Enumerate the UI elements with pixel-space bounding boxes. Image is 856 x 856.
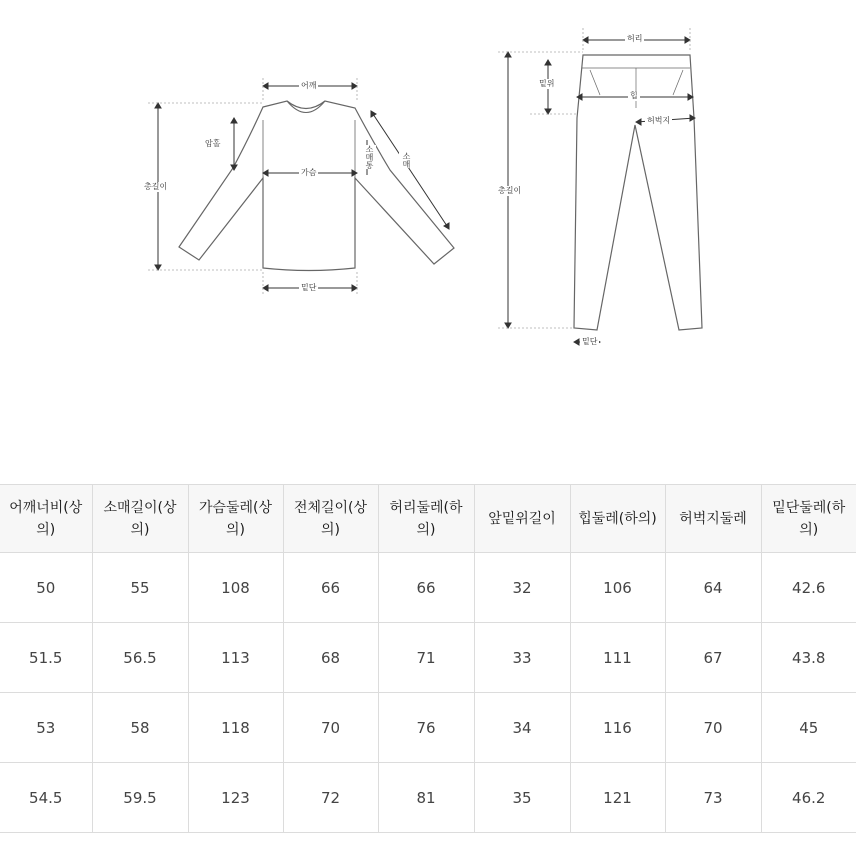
header-total-length: 전체길이(상 의) xyxy=(283,485,378,553)
table-cell: 56.5 xyxy=(92,623,188,693)
header-sleeve: 소매길이(상 의) xyxy=(92,485,188,553)
table-cell: 33 xyxy=(474,623,570,693)
table-cell: 58 xyxy=(92,693,188,763)
shirt-guide-lines xyxy=(148,78,357,294)
pants-guide-lines xyxy=(498,28,690,328)
table-row xyxy=(0,623,856,693)
shirt-hem-label: 밑단 xyxy=(301,283,317,292)
table-cell: 81 xyxy=(378,763,474,833)
table-cell: 54.5 xyxy=(0,763,92,833)
table-cell: 116 xyxy=(570,693,665,763)
header-thigh: 허벅지둘레 xyxy=(665,485,761,553)
shirt-armhole-label: 암홀 xyxy=(205,139,221,148)
size-table-header xyxy=(0,485,856,553)
garment-illustrations xyxy=(0,0,856,360)
shirt-total-length-label: 총길이 xyxy=(144,182,168,191)
header-hip: 힙둘레(하의) xyxy=(570,485,665,553)
table-cell: 32 xyxy=(474,553,570,623)
pants-hip-label: 힙 xyxy=(630,91,638,100)
table-cell: 42.6 xyxy=(761,553,856,623)
shirt-shoulder-label: 어깨 xyxy=(301,81,317,90)
shirt-sleeve-hem-label: 소매통 xyxy=(362,145,376,169)
table-cell: 53 xyxy=(0,693,92,763)
header-chest: 가슴둘레(상 의) xyxy=(188,485,283,553)
header-hem: 밑단둘레(하 의) xyxy=(761,485,856,553)
pants-waist-label: 허리 xyxy=(627,34,643,43)
table-cell: 59.5 xyxy=(92,763,188,833)
table-cell: 66 xyxy=(378,553,474,623)
table-row xyxy=(0,553,856,623)
size-table-body xyxy=(0,553,856,833)
table-cell: 43.8 xyxy=(761,623,856,693)
table-cell: 70 xyxy=(283,693,378,763)
header-row xyxy=(0,485,856,553)
table-cell: 67 xyxy=(665,623,761,693)
shirt-sleeve-label: 소매 xyxy=(399,152,413,168)
table-cell: 123 xyxy=(188,763,283,833)
table-cell: 111 xyxy=(570,623,665,693)
size-diagram xyxy=(0,0,856,360)
table-cell: 55 xyxy=(92,553,188,623)
table-cell: 118 xyxy=(188,693,283,763)
table-row xyxy=(0,693,856,763)
table-cell: 64 xyxy=(665,553,761,623)
table-cell: 35 xyxy=(474,763,570,833)
table-cell: 121 xyxy=(570,763,665,833)
pants-hem-label: 밑단 xyxy=(582,337,598,346)
table-row xyxy=(0,763,856,833)
table-cell: 45 xyxy=(761,693,856,763)
header-waist: 허리둘레(하 의) xyxy=(378,485,474,553)
table-cell: 51.5 xyxy=(0,623,92,693)
table-cell: 113 xyxy=(188,623,283,693)
shirt-chest-label: 가슴 xyxy=(301,168,317,177)
table-cell: 46.2 xyxy=(761,763,856,833)
header-shoulder: 어깨너비(상 의) xyxy=(0,485,92,553)
table-cell: 106 xyxy=(570,553,665,623)
pants-total-length-label: 총길이 xyxy=(498,186,522,195)
pants-rise-label: 밑위 xyxy=(539,79,555,88)
table-cell: 108 xyxy=(188,553,283,623)
shirt-illustration xyxy=(179,101,454,271)
pants-dimension-lines xyxy=(505,37,695,345)
pants-thigh-label: 허벅지 xyxy=(647,116,671,125)
table-cell: 76 xyxy=(378,693,474,763)
table-cell: 68 xyxy=(283,623,378,693)
table-cell: 73 xyxy=(665,763,761,833)
table-cell: 50 xyxy=(0,553,92,623)
table-cell: 70 xyxy=(665,693,761,763)
table-cell: 66 xyxy=(283,553,378,623)
table-cell: 71 xyxy=(378,623,474,693)
size-table xyxy=(0,484,856,833)
table-cell: 72 xyxy=(283,763,378,833)
header-front-rise: 앞밑위길이 xyxy=(474,485,570,553)
table-cell: 34 xyxy=(474,693,570,763)
